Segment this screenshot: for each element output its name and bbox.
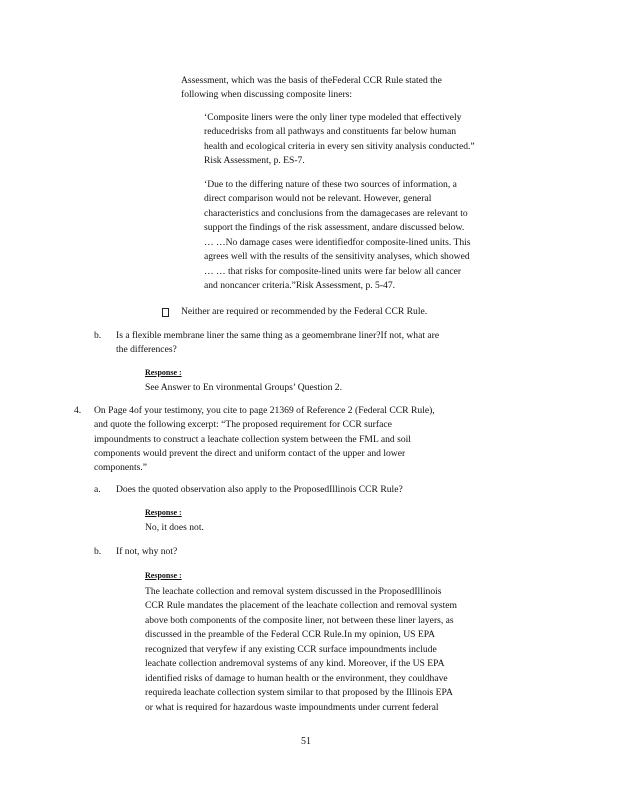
item-label: b. bbox=[94, 546, 102, 557]
response-label: Response : bbox=[145, 508, 182, 517]
question-line: Is a flexible membrane liner the same thing as a geomembrane liner?If not, what are bbox=[116, 330, 440, 341]
response-label: Response : bbox=[145, 571, 182, 580]
quote-line: reducedrisks from all pathways and constituents far below human bbox=[204, 126, 457, 137]
response-line: leachate collection andremoval systems of any kind. Moreover, if the US EPA bbox=[145, 658, 445, 669]
intro-line: following when discussing composite liners: bbox=[181, 89, 353, 100]
response-line: above both components of the composite liner, not between these liner layers, as bbox=[145, 615, 454, 626]
question-line: If not, why not? bbox=[116, 546, 178, 557]
item-number: 4. bbox=[74, 405, 82, 416]
response-line: discussed in the preamble of the Federal CCR Rule.In my opinion, US EPA bbox=[145, 629, 436, 640]
quote-line: ‘Composite liners were the only liner type modeled that effectively bbox=[204, 112, 462, 123]
item4-line: On Page 4of your testimony, you cite to page 21369 of Reference 2 (Federal CCR Rule), bbox=[94, 405, 435, 416]
bullet-text: Neither are required or recommended by the Federal CCR Rule. bbox=[181, 306, 428, 317]
response-line: or what is required for hazardous waste impoundments under current federal bbox=[145, 702, 439, 713]
item4-line: components would prevent the direct and uniform contact of the upper and lower bbox=[94, 448, 406, 459]
item-label: a. bbox=[94, 484, 101, 495]
quote-line: and noncancer criteria.”Risk Assessment, p. 5-47. bbox=[204, 280, 396, 291]
quote-line: Risk Assessment, p. ES-7. bbox=[204, 155, 305, 166]
question-line: Does the quoted observation also apply to the ProposedIllinois CCR Rule? bbox=[116, 484, 403, 495]
intro-line: Assessment, which was the basis of theFederal CCR Rule stated the bbox=[181, 75, 442, 86]
page-number: 51 bbox=[301, 736, 311, 747]
response-line: CCR Rule mandates the placement of the leachate collection and removal system bbox=[145, 600, 457, 611]
quote-line: characteristics and conclusions from the damagecases are relevant to bbox=[204, 208, 468, 219]
quote-line: agrees well with the results of the sensitivity analyses, which showed bbox=[204, 251, 470, 262]
quote-line: ‘Due to the differing nature of these two sources of information, a bbox=[204, 179, 457, 190]
bullet-box-icon bbox=[162, 308, 169, 317]
item4-line: components.” bbox=[94, 462, 148, 473]
item-label: b. bbox=[94, 330, 102, 341]
quote-line: … …No damage cases were identifiedfor composite-lined units. This bbox=[204, 237, 471, 248]
quote-line: direct comparison would not be relevant. However, general bbox=[204, 193, 432, 204]
response-line: See Answer to En vironmental Groups’ Question 2. bbox=[145, 382, 342, 393]
quote-line: support the findings of the risk assessment, andare discussed below. bbox=[204, 222, 465, 233]
response-label: Response : bbox=[145, 368, 182, 377]
response-line: recognized that veryfew if any existing CCR surface impoundments include bbox=[145, 644, 437, 655]
response-line: No, it does not. bbox=[145, 522, 204, 533]
response-line: identified risks of damage to human health or the environment, they couldhave bbox=[145, 673, 448, 684]
response-line: The leachate collection and removal system discussed in the ProposedIllinois bbox=[145, 586, 442, 597]
quote-line: … … that risks for composite-lined units were far below all cancer bbox=[204, 266, 462, 277]
item4-line: and quote the following excerpt: “The proposed requirement for CCR surface bbox=[94, 419, 392, 430]
quote-line: health and ecological criteria in every sen sitivity analysis conducted.” bbox=[204, 141, 475, 152]
response-line: requireda leachate collection system similar to that proposed by the Illinois EPA bbox=[145, 687, 453, 698]
item4-line: impoundments to construct a leachate collection system between the FML and soil bbox=[94, 434, 411, 445]
question-line: the differences? bbox=[116, 344, 177, 355]
